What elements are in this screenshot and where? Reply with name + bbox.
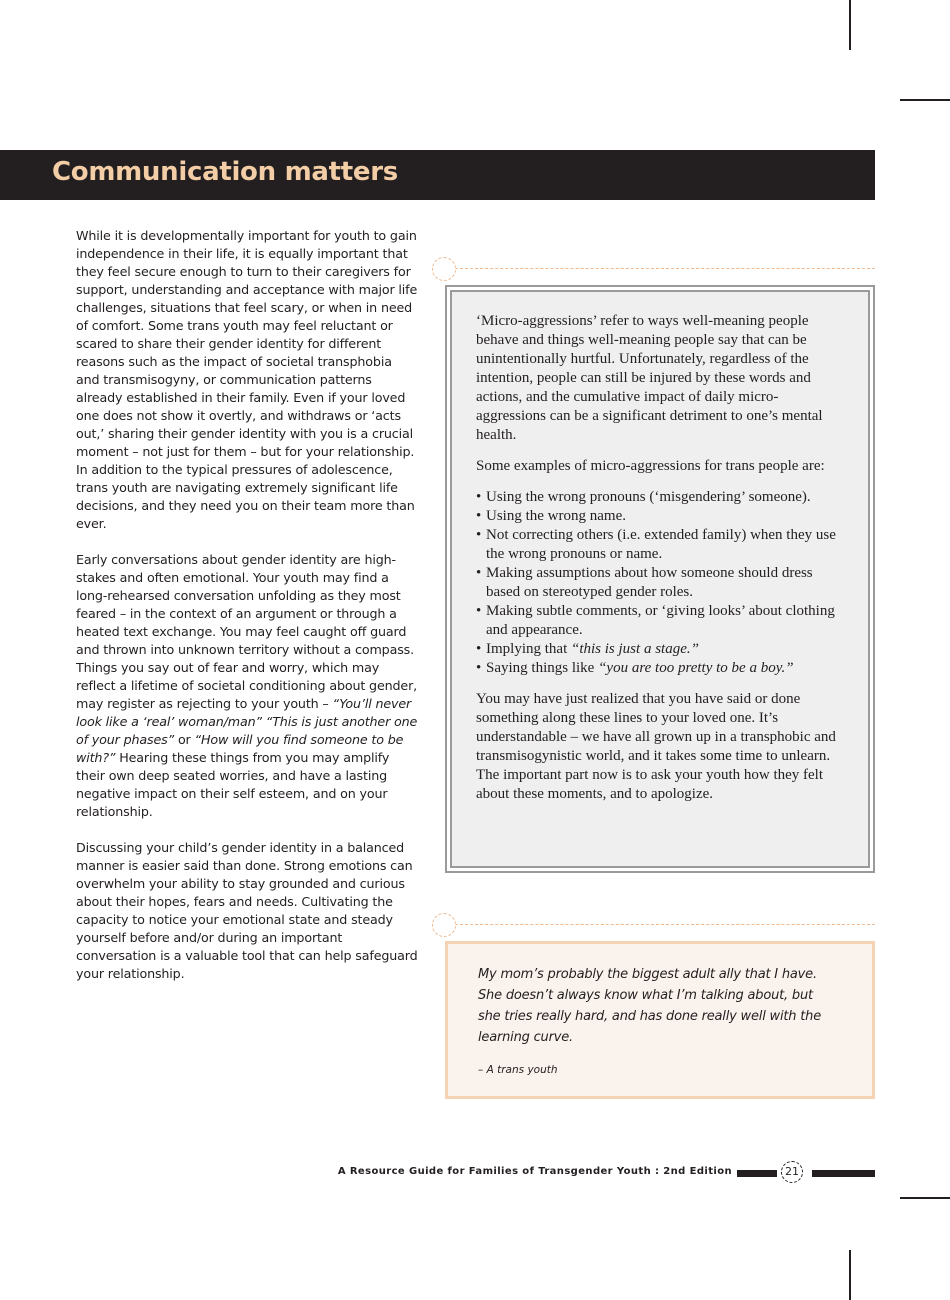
list-item	[476, 526, 836, 564]
crop-mark-right-bottom	[900, 1197, 950, 1199]
bullet-icon: •	[476, 527, 482, 543]
list-item	[476, 507, 836, 526]
p2-text-start: Early conversations about gender identity are high-stakes and often emotional. Your youth may find a long-rehearsed conversation unfolding as they most feared – in the context of an argument or through a heated text exchange. You may feel caught off guard and thrown into unknown territory without a compass. Things you say out of fear and worry, which may reflect a lifetime of societal conditioning about gender, may register as rejecting to your youth –	[76, 552, 418, 711]
p2-quote-3: “How will you find someone to be with?”	[76, 732, 404, 765]
footer-bar-right	[812, 1170, 875, 1177]
list-item	[476, 640, 836, 659]
list-item	[476, 602, 836, 640]
micro-examples-lead: Some examples of micro-aggressions for trans people are:	[476, 458, 825, 474]
list-item	[476, 488, 836, 507]
dashed-divider-2	[455, 924, 875, 925]
p2-quote-1: “You’ll never look like a ‘real’ woman/man”	[76, 696, 412, 729]
crop-mark-bottom	[849, 1250, 851, 1300]
p2-quote-2: “This is just another one of your phases”	[76, 714, 418, 747]
body-paragraph-2	[76, 551, 418, 821]
micro-aggressions-box-inner	[450, 290, 870, 868]
page-title: Communication matters	[52, 157, 398, 187]
list-item-text: Implying that	[486, 641, 568, 657]
bullet-icon: •	[476, 660, 482, 676]
body-paragraph-3: Discussing your child’s gender identity in a balanced manner is easier said than done. Strong emotions can overwhelm your ability to stay grounded and curious about their hopes, fears and needs. Cultivating the capacity to notice your emotional state and steady yourself before and/or during an important conversation is a valuable tool that can help safeguard your relationship.	[76, 840, 418, 981]
list-item-text: Saying things like	[486, 660, 595, 676]
micro-aggressions-text	[476, 312, 836, 816]
bullet-icon: •	[476, 565, 482, 581]
youth-quote-box	[445, 941, 875, 1099]
list-item	[476, 659, 836, 678]
list-item-text: Using the wrong name.	[486, 508, 626, 524]
micro-intro: ‘Micro-aggressions’ refer to ways well-meaning people behave and things well-meaning people say that can be unintentionally hurtful. Unfortunately, regardless of the intention, people can still be injured by these words and actions, and the cumulative impact of daily micro-aggressions can be a significant detriment to one’s mental health.	[476, 313, 823, 443]
bullet-icon: •	[476, 508, 482, 524]
youth-quote: My mom’s probably the biggest adult ally that I have. She doesn’t always know what I’m talking about, but she tries really hard, and has done really well with the learning curve.	[478, 967, 821, 1045]
list-item	[476, 564, 836, 602]
bullet-icon: •	[476, 641, 482, 657]
micro-closing: You may have just realized that you have said or done something along these lines to your loved one. It’s understandable – we have all grown up in a transphobic and transmisogynistic world, and it takes some time to unlearn. The important part now is to ask your youth how they felt about these moments, and to apologize.	[476, 691, 836, 802]
micro-examples-list	[476, 488, 836, 678]
dashed-circle-ornament-2	[432, 913, 456, 937]
quote-attribution: – A trans youth	[478, 1064, 558, 1076]
footer-bar-left	[737, 1170, 777, 1177]
footer-guide-title: A Resource Guide for Families of Transgender Youth : 2nd Edition	[337, 1166, 732, 1177]
list-item-quote: “you are too pretty to be a boy.”	[598, 660, 794, 676]
page-number: 21	[781, 1161, 803, 1183]
body-paragraph-1: While it is developmentally important for youth to gain independence in their life, it is equally important that they feel secure enough to turn to their caregivers for support, understanding and acceptance with major life challenges, situations that feel scary, or when in need of comfort. Some trans youth may feel reluctant or scared to share their gender identity for different reasons such as the impact of societal transphobia and transmisogyny, or communication patterns already established in their family. Even if your loved one does not show it overtly, and withdraws or ‘acts out,’ sharing their gender identity with you is a crucial moment – not just for them – but for your relationship. In addition to the typical pressures of adolescence, trans youth are navigating extremely significant life decisions, and they need you on their team more than ever.	[76, 228, 418, 531]
list-item-text: Using the wrong pronouns (‘misgendering’ someone).	[486, 489, 811, 505]
micro-aggressions-box	[445, 285, 875, 873]
p2-text-end: Hearing these things from you may amplify their own deep seated worries, and have a lasting negative impact on their self esteem, and on your relationship.	[76, 750, 390, 819]
p2-or: or	[177, 732, 191, 747]
bullet-icon: •	[476, 603, 482, 619]
crop-mark-top	[849, 0, 851, 50]
list-item-text: Making assumptions about how someone should dress based on stereotyped gender roles.	[486, 565, 813, 600]
body-text-column	[76, 227, 418, 1001]
list-item-text: Not correcting others (i.e. extended family) when they use the wrong pronouns or name.	[486, 527, 836, 562]
list-item-quote: “this is just a stage.”	[571, 641, 699, 657]
dashed-divider-1	[455, 268, 875, 269]
crop-mark-right-top	[900, 99, 950, 101]
bullet-icon: •	[476, 489, 482, 505]
list-item-text: Making subtle comments, or ‘giving looks’ about clothing and appearance.	[486, 603, 835, 638]
dashed-circle-ornament-1	[432, 257, 456, 281]
